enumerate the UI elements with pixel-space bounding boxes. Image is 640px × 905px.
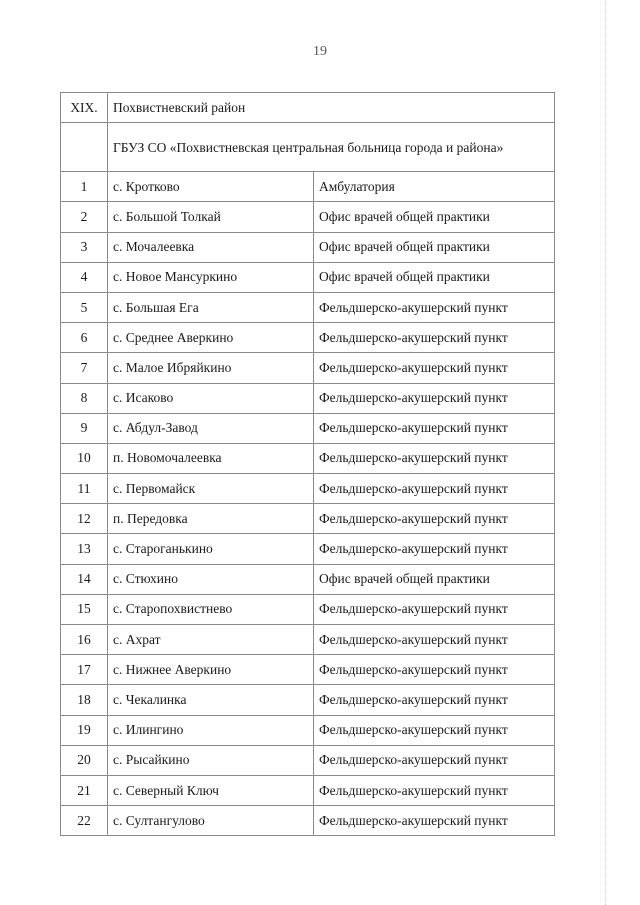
table-row: [61, 504, 555, 534]
table-row: [61, 806, 555, 836]
facility-type: Фельдшерско-акушерский пункт: [314, 292, 555, 322]
row-number: 6: [61, 323, 108, 353]
table-row: [61, 775, 555, 805]
facility-type: Фельдшерско-акушерский пункт: [314, 413, 555, 443]
row-number: 13: [61, 534, 108, 564]
row-number: 20: [61, 745, 108, 775]
table-row: [61, 715, 555, 745]
facility-type: Офис врачей общей практики: [314, 564, 555, 594]
place-name: с. Старопохвистнево: [108, 594, 314, 624]
place-name: с. Кротково: [108, 172, 314, 202]
place-name: с. Среднее Аверкино: [108, 323, 314, 353]
place-name: с. Первомайск: [108, 474, 314, 504]
row-number: 16: [61, 625, 108, 655]
row-number: 15: [61, 594, 108, 624]
place-name: с. Малое Ибряйкино: [108, 353, 314, 383]
row-number: 12: [61, 504, 108, 534]
place-name: с. Староганькино: [108, 534, 314, 564]
table-row: [61, 292, 555, 322]
table-row: [61, 564, 555, 594]
table-row: [61, 323, 555, 353]
table-row: [61, 413, 555, 443]
row-number: 2: [61, 202, 108, 232]
table-row: [61, 172, 555, 202]
row-number: 5: [61, 292, 108, 322]
facility-type: Офис врачей общей практики: [314, 232, 555, 262]
table-row: [61, 625, 555, 655]
row-number: 17: [61, 655, 108, 685]
row-number: 22: [61, 806, 108, 836]
table-row: [61, 534, 555, 564]
row-number: 14: [61, 564, 108, 594]
row-number: 10: [61, 443, 108, 473]
row-number: 18: [61, 685, 108, 715]
facility-type: Фельдшерско-акушерский пункт: [314, 625, 555, 655]
row-number: 7: [61, 353, 108, 383]
row-number: 4: [61, 262, 108, 292]
place-name: с. Чекалинка: [108, 685, 314, 715]
facility-type: Фельдшерско-акушерский пункт: [314, 715, 555, 745]
facility-type: Фельдшерско-акушерский пункт: [314, 383, 555, 413]
facility-type: Офис врачей общей практики: [314, 202, 555, 232]
row-number: 19: [61, 715, 108, 745]
facility-type: Фельдшерско-акушерский пункт: [314, 443, 555, 473]
facility-type: Фельдшерско-акушерский пункт: [314, 685, 555, 715]
table-row: [61, 443, 555, 473]
facility-type: Фельдшерско-акушерский пункт: [314, 534, 555, 564]
table-row: [61, 202, 555, 232]
place-name: п. Передовка: [108, 504, 314, 534]
facility-type: Фельдшерско-акушерский пункт: [314, 323, 555, 353]
table-row: [61, 685, 555, 715]
table-row: [61, 353, 555, 383]
row-number: 9: [61, 413, 108, 443]
row-number: 21: [61, 775, 108, 805]
facility-type: Офис врачей общей практики: [314, 262, 555, 292]
facility-type: Фельдшерско-акушерский пункт: [314, 745, 555, 775]
place-name: с. Рысайкино: [108, 745, 314, 775]
table-row: [61, 383, 555, 413]
table-row: [61, 474, 555, 504]
place-name: с. Нижнее Аверкино: [108, 655, 314, 685]
place-name: п. Новомочалеевка: [108, 443, 314, 473]
row-number: 3: [61, 232, 108, 262]
place-name: с. Илингино: [108, 715, 314, 745]
table-row: [61, 232, 555, 262]
table-row: [61, 262, 555, 292]
section-title: Похвистневский район: [108, 93, 555, 123]
facility-type: Фельдшерско-акушерский пункт: [314, 594, 555, 624]
place-name: с. Мочалеевка: [108, 232, 314, 262]
facility-type: Фельдшерско-акушерский пункт: [314, 655, 555, 685]
organization-row: [61, 123, 555, 172]
place-name: с. Ахрат: [108, 625, 314, 655]
facility-type: Фельдшерско-акушерский пункт: [314, 474, 555, 504]
facility-type: Амбулатория: [314, 172, 555, 202]
table-row: [61, 594, 555, 624]
place-name: с. Стюхино: [108, 564, 314, 594]
table-row: [61, 745, 555, 775]
row-number: 11: [61, 474, 108, 504]
facility-type: Фельдшерско-акушерский пункт: [314, 806, 555, 836]
place-name: с. Северный Ключ: [108, 775, 314, 805]
organization-empty-cell: [61, 123, 108, 172]
scan-edge-line: [605, 0, 606, 905]
facility-type: Фельдшерско-акушерский пункт: [314, 353, 555, 383]
section-roman: XIX.: [61, 93, 108, 123]
page-number: 19: [313, 44, 327, 59]
facilities-table: [60, 92, 555, 836]
table-row: [61, 655, 555, 685]
place-name: с. Султангулово: [108, 806, 314, 836]
section-row: [61, 93, 555, 123]
place-name: с. Исаково: [108, 383, 314, 413]
place-name: с. Большая Ега: [108, 292, 314, 322]
place-name: с. Абдул-Завод: [108, 413, 314, 443]
place-name: с. Большой Толкай: [108, 202, 314, 232]
place-name: с. Новое Мансуркино: [108, 262, 314, 292]
row-number: 8: [61, 383, 108, 413]
facility-type: Фельдшерско-акушерский пункт: [314, 775, 555, 805]
facility-type: Фельдшерско-акушерский пункт: [314, 504, 555, 534]
row-number: 1: [61, 172, 108, 202]
organization-name: ГБУЗ СО «Похвистневская центральная больница города и района»: [108, 123, 555, 172]
